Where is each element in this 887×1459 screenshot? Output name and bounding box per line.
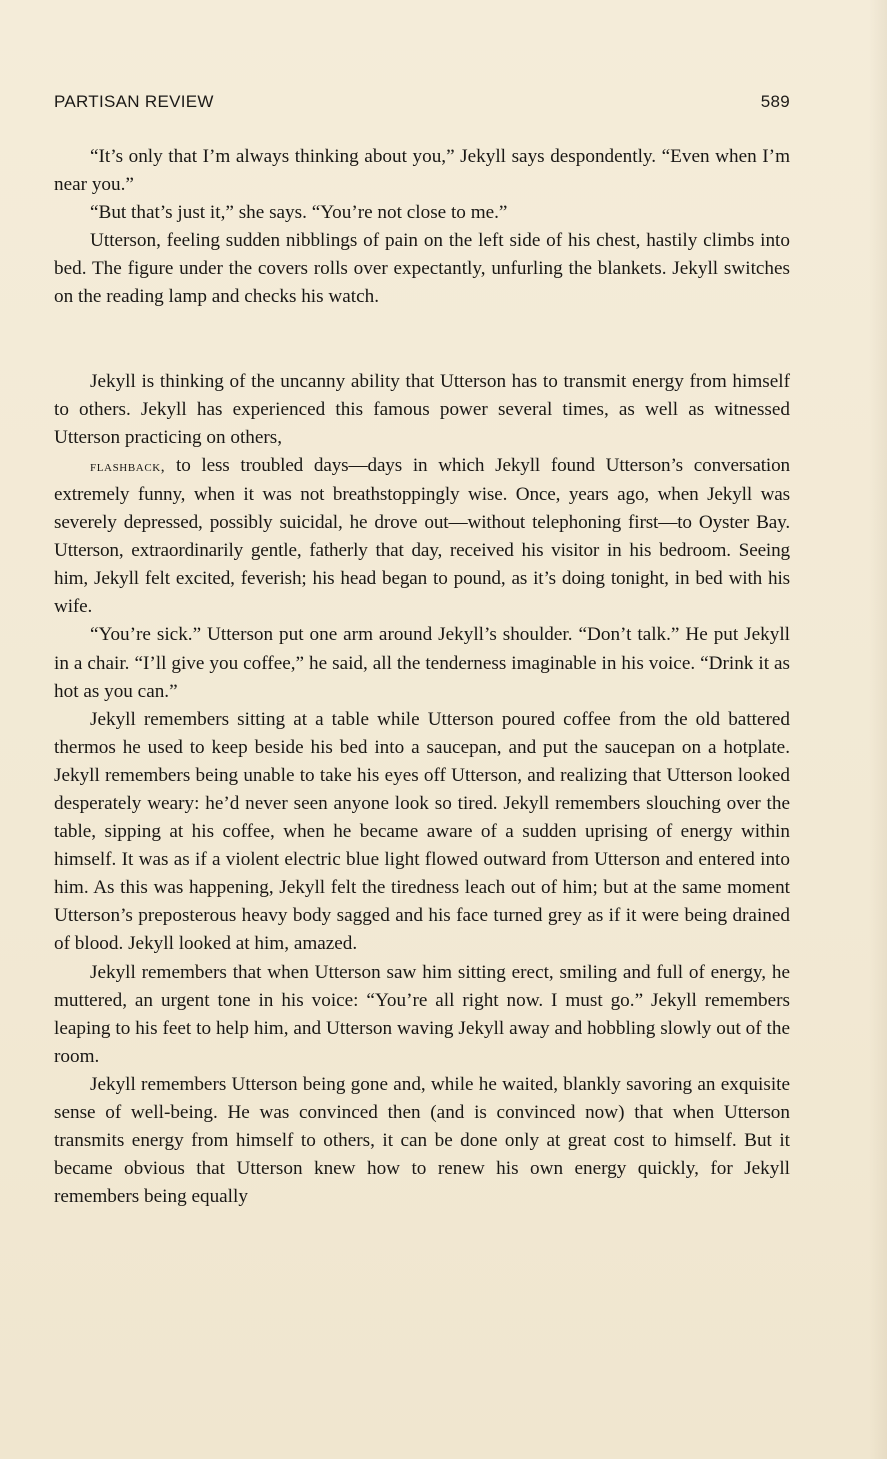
paragraph: Utterson, feeling sudden nibblings of pain on the left side of his chest, hastily climbs into bed. The figure under the covers rolls over expectantly, unfurling the blankets. Jekyll switches on the reading lamp and checks his watch. — [54, 230, 790, 308]
paragraph-flashback — [54, 452, 790, 622]
flashback-text: to less troubled days—days in which Jekyll found Utterson’s conversation extremely funny, when it was not breathstoppingly wise. Once, years ago, when Jekyll was severely depressed, possibly suicidal, he drove out—without telephoning first—to Oyster Bay. Utterson, extraordinarily gentle, fatherly that day, received his visitor in his bedroom. Seeing him, Jekyll felt excited, feverish; his head began to pound, as it’s doing tonight, in bed with his wife. — [54, 454, 790, 618]
paragraph: Jekyll remembers that when Utterson saw him sitting erect, smiling and full of energy, he muttered, an urgent tone in his voice: “You’re all right now. I must go.” Jekyll remembers leaping to his feet to help him, and Utterson waving Jekyll away and hobbling slowly out of the room. — [54, 961, 790, 1067]
body-text — [54, 143, 790, 1211]
paragraph: “You’re sick.” Utterson put one arm around Jekyll’s shoulder. “Don’t talk.” He put Jekyll in a chair. “I’ll give you coffee,” he said, all the tenderness imaginable in his voice. “Drink it as hot as you can.” — [54, 624, 790, 702]
paragraph: “It’s only that I’m always thinking about you,” Jekyll says despondently. “Even when I’m near you.” — [54, 146, 790, 196]
paragraph: Jekyll is thinking of the uncanny ability that Utterson has to transmit energy from himself to others. Jekyll has experienced this famous power several times, as well as witnessed Utterson practicing on others, — [54, 370, 790, 448]
paragraph: Jekyll remembers sitting at a table while Utterson poured coffee from the old battered thermos he used to keep beside his bed into a saucepan, and put the saucepan on a hotplate. Jekyll remembers being unable to take his eyes off Utterson, and realizing that Utterson looked desperately weary: he’d never seen anyone look so tired. Jekyll remembers slouching over the table, sipping at his coffee, when he became aware of a sudden uprising of energy within himself. It was as if a violent electric blue light flowed outward from Utterson and entered into him. As this was happening, Jekyll felt the tiredness leach out of him; but at the same moment Utterson’s preposterous heavy body sagged and his face turned grey as if it were being drained of blood. Jekyll looked at him, amazed. — [54, 708, 790, 955]
page-edge-shadow — [869, 0, 887, 1459]
page-number: 589 — [760, 92, 790, 111]
paragraph: “But that’s just it,” she says. “You’re not close to me.” — [90, 202, 508, 224]
running-header — [54, 92, 790, 116]
flashback-lead: flashback, — [90, 457, 166, 475]
paragraph: Jekyll remembers Utterson being gone and, while he waited, blankly savoring an exquisite sense of well-being. He was convinced then (and is convinced now) that when Utterson transmits energy from himself to others, it can be done only at great cost to himself. But it became obvious that Utterson knew how to renew his own energy quickly, for Jekyll remembers being equally — [54, 1073, 790, 1208]
journal-title: PARTISAN REVIEW — [54, 92, 214, 111]
